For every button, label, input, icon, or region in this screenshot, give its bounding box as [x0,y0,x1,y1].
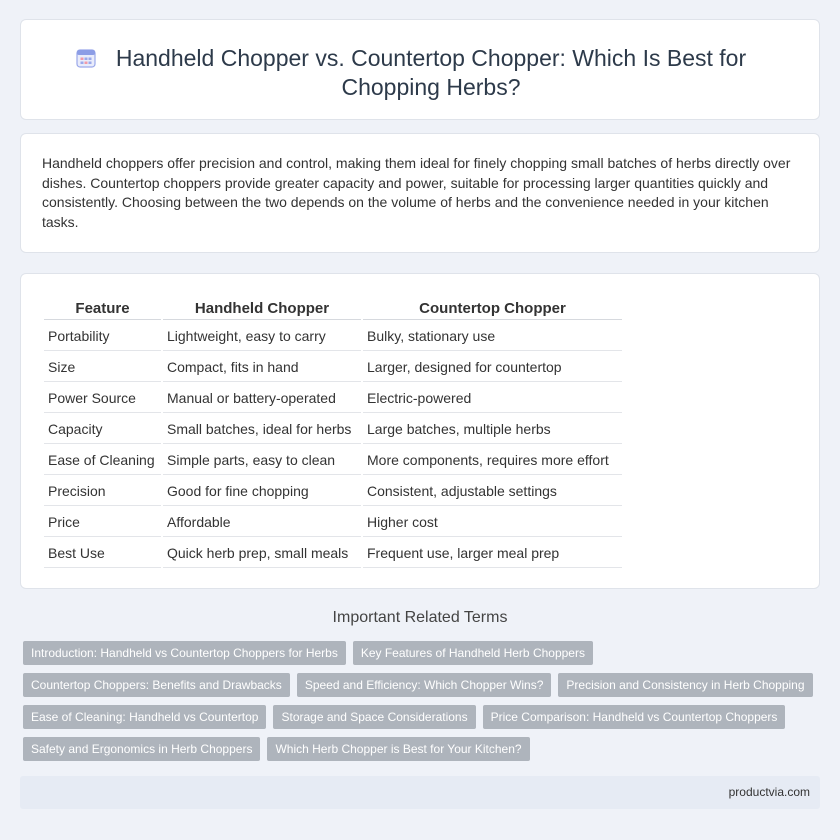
related-term-link[interactable]: Storage and Space Considerations [273,705,475,729]
page-title: Handheld Chopper vs. Countertop Chopper: Which Is Best for Chopping Herbs? [115,45,747,100]
table-row [44,322,622,351]
countertop-cell: Electric-powered [363,384,622,413]
handheld-cell: Compact, fits in hand [163,353,361,382]
countertop-cell: Consistent, adjustable settings [363,477,622,506]
countertop-cell: Larger, designed for countertop [363,353,622,382]
related-term-link[interactable]: Which Herb Chopper is Best for Your Kitchen? [267,737,529,761]
countertop-cell: Higher cost [363,508,622,537]
table-header-row [44,298,622,320]
column-header-handheld: Handheld Chopper [163,298,361,320]
table-row [44,353,622,382]
feature-cell: Precision [44,477,161,506]
feature-cell: Ease of Cleaning [44,446,161,475]
comparison-card [20,273,820,589]
feature-cell: Size [44,353,161,382]
intro-card [20,133,820,253]
handheld-cell: Manual or battery-operated [163,384,361,413]
header-card [20,19,820,120]
table-row [44,539,622,568]
related-term-link[interactable]: Key Features of Handheld Herb Choppers [353,641,593,665]
column-header-countertop: Countertop Chopper [363,298,622,320]
handheld-cell: Lightweight, easy to carry [163,322,361,351]
feature-cell: Price [44,508,161,537]
countertop-cell: Large batches, multiple herbs [363,415,622,444]
site-name: productvia.com [728,785,810,799]
tag-row [23,641,818,665]
tag-row [23,737,818,761]
table-row [44,384,622,413]
related-terms-heading: Important Related Terms [332,609,508,626]
column-header-feature: Feature [44,298,161,320]
handheld-cell: Quick herb prep, small meals [163,539,361,568]
related-term-link[interactable]: Introduction: Handheld vs Countertop Choppers for Herbs [23,641,346,665]
table-row [44,477,622,506]
handheld-cell: Simple parts, easy to clean [163,446,361,475]
feature-cell: Power Source [44,384,161,413]
related-term-link[interactable]: Ease of Cleaning: Handheld vs Countertop [23,705,266,729]
related-term-link[interactable]: Countertop Choppers: Benefits and Drawbacks [23,673,290,697]
countertop-cell: More components, requires more effort [363,446,622,475]
countertop-cell: Bulky, stationary use [363,322,622,351]
related-term-link[interactable]: Precision and Consistency in Herb Chopping [558,673,812,697]
countertop-cell: Frequent use, larger meal prep [363,539,622,568]
feature-cell: Capacity [44,415,161,444]
comparison-table [42,296,624,570]
feature-cell: Best Use [44,539,161,568]
related-terms-list [23,641,818,769]
handheld-cell: Small batches, ideal for herbs [163,415,361,444]
related-term-link[interactable]: Price Comparison: Handheld vs Countertop Choppers [483,705,786,729]
feature-cell: Portability [44,322,161,351]
handheld-cell: Good for fine chopping [163,477,361,506]
footer [20,776,820,809]
handheld-cell: Affordable [163,508,361,537]
table-row [44,446,622,475]
tag-row [23,705,818,729]
tag-row [23,673,818,697]
table-row [44,508,622,537]
related-term-link[interactable]: Speed and Efficiency: Which Chopper Wins? [297,673,552,697]
related-term-link[interactable]: Safety and Ergonomics in Herb Choppers [23,737,260,761]
intro-paragraph: Handheld choppers offer precision and control, making them ideal for finely chopping small batches of herbs directly over dishes. Countertop choppers provide greater capacity and power, suitable for processing larger quantities quickly and consistently. Choosing between the two depends on the volume of herbs and the convenience needed in your kitchen tasks. [42,155,791,230]
table-row [44,415,622,444]
